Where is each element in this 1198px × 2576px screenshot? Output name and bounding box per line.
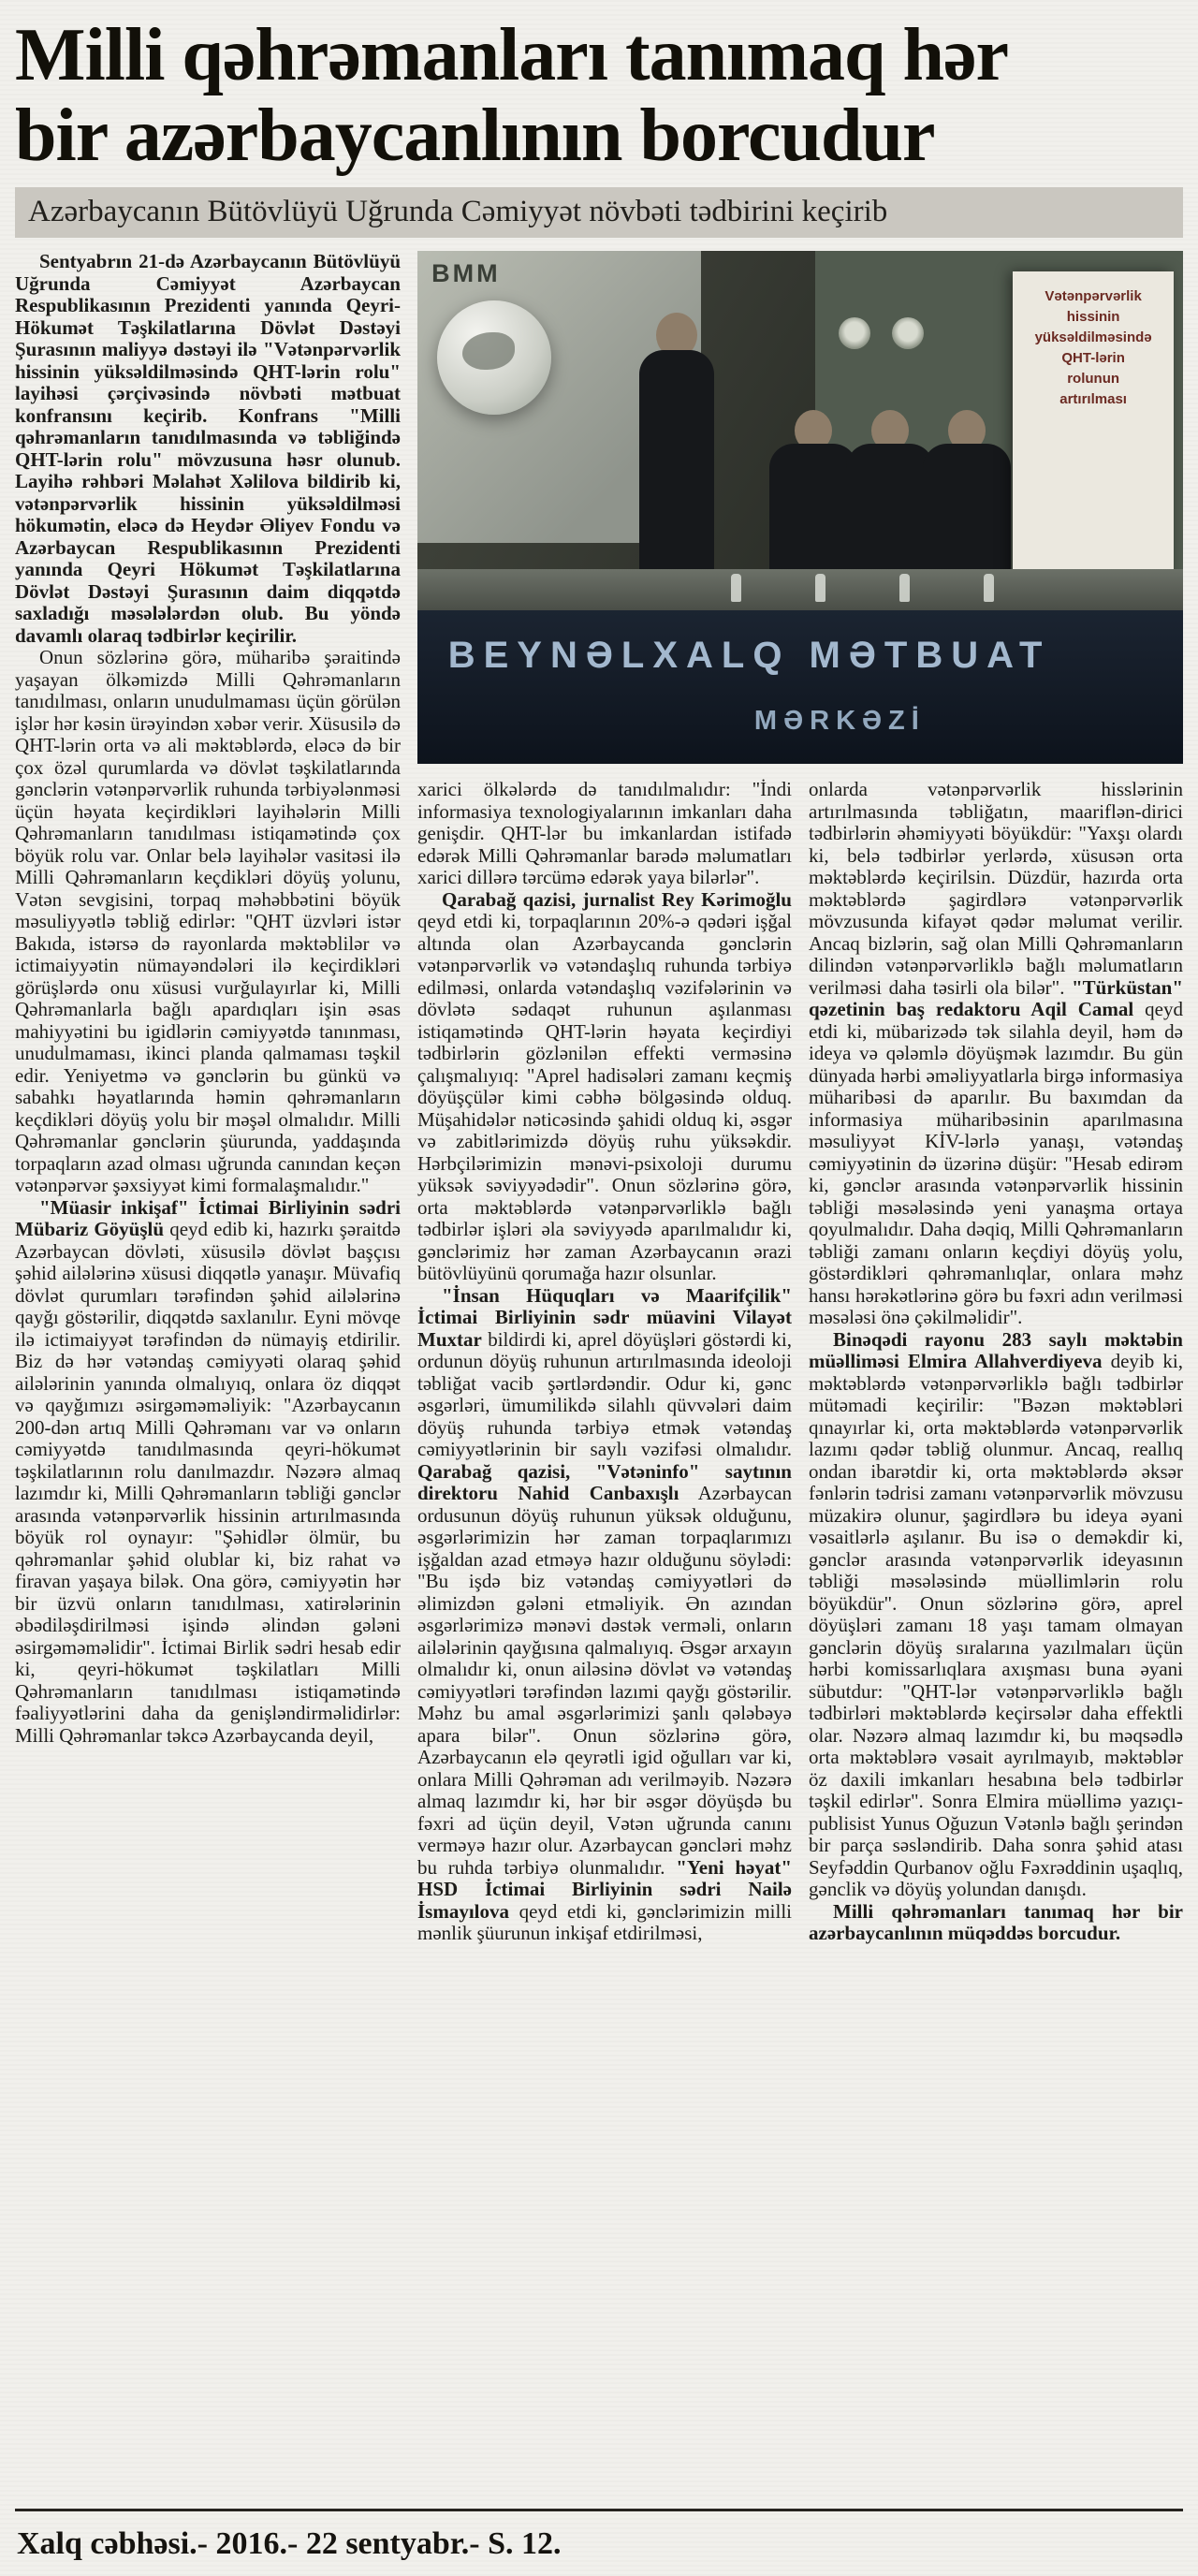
article-paragraph: Onun sözlərinə görə, müharibə şəraitində yaşayan ölkəmizdə Milli Qəhrəmanların tanıdılması, onların unudulmaması üçün görülən işlər hər kəsin ürəyindən xəbər verir. Xüsusilə də QHT-lərin orta və ali məktəblərdə, eləcə də bir çox özəl qurumlarda və dövlət təşkilatlarında gənclərin vətənpərvərlik ruhunda tərbiyələnməsi üçün həyata keçirdikləri layihələrin Milli Qəhrəmanların tanıdılması istiqamətində çox böyük rolu var. Onlar belə layihələr vasitəsi ilə Milli Qəhrəmanların keçdikləri döyüş yolunu, Vətən sevgisini, torpaq məhəbbətini böyük məsuliyyətlə təbliğ edirlər: "QHT üzvləri istər Bakıda, istərsə də rayonlarda məktəblilər və ictimaiyyətin nümayəndələri ilə keçirdikləri görüşlərdə onu xüsusi vurğulayırlar ki, Milli Qəhrəmanlarla bağlı apardıqları işin əsas mahiyyətini bu igidlərin cəmiyyətdə tanınması, unudulmaması, ikinci planda qalmaması təşkil edir. Yeniyetmə və gənclərin bu günkü və sabahkı həyatlarında həmin qəhrəmanların keçdikləri döyüş yolu bir məşəl olmalıdır. Milli Qəhrəmanlar gənclərin şüurunda, yaddaşında torpaqların azad olması uğrunda canından keçən vətənpərvər şəxsiyyət kimi formalaşmalıdır." [15,646,401,1196]
banner-text-line: artırılması [1059,390,1127,407]
article-paragraph: "Müasir inkişaf" İctimai Birliyinin sədri Mübariz Göyüşlü qeyd edib ki, hazırkı şəraitdə Azərbaycan dövləti, xüsusilə dövlət başçısı şəhid ailələrinə xüsusi diqqətlə yanaşır. Müvafiq dövlət qurumları tərəfindən şəhid ailələrinə qayğı göstərilir, diqqətdə saxlanılır. Eyni mövqe ilə ictimaiyyət tərəfindən də nümayiş etdirilir. Biz də hər vətəndaş cəmiyyəti olaraq şəhid ailələrinin yanında olmalıyıq, onlara öz diqqət və qayğımızı əsirgəməməliyik: "Azərbaycanın 200-dən artıq Milli Qəhrəmanı var və onların cəmiyyətdə tanıdılmasında qeyri-hökumət təşkilatlarının rolu danılmazdır. Nəzərə almaq lazımdır ki, Milli Qəhrəmanların təbliği gənclər arasında vətənpərvərlik hissinin artırılmasında böyük rol oynayır: "Şəhidlər ölmür, bu qəhrəmanlar şəhid olublar ki, biz rahat və firavan yaşaya bilək. Ona görə, cəmiyyətin hər bir üzvü onların tanıdılması, xatirələrinin əbədiləşdirilməsi işində əlindən gələni əsirgəməməlidir". İctimai Birlik sədri hesab edir ki, qeyri-hökumət təşkilatları Milli Qəhrəmanların tanıdılması istiqamətində fəaliyyətlərini daha da genişləndirməlidirlər: Milli Qəhrəmanlar təkcə Azərbaycanda deyil, [15,1195,401,1747]
article-headline [15,15,1183,176]
water-bottle [984,574,994,602]
person-torso [923,444,1011,571]
person-torso [846,444,934,571]
source-citation: Xalq cəbhəsi.- 2016.- 22 sentyabr.- S. 12. [15,2509,1183,2562]
rollup-banner-text [1013,286,1174,410]
headline-line-1: Milli qəhrəmanları tanımaq hər [15,15,1009,95]
person-torso [639,350,714,603]
seated-person-silhouette [923,410,1011,571]
globe-continent-shape [462,332,515,370]
article-paragraph: onlarda vətənpərvərlik hisslərinin artırılmasında təbliğatın, maariflən-dirici tədbirlərin əhəmiyyəti böyükdür: "Yaxşı olardı ki, belə tədbirlər yerlərdə, xüsusən orta məktəblərdə keçirilsin. Düzdür, hazırda orta məktəblərdə şagirdlərə vətənpərvərlik mövzusunda kifayət qədər məlumat verilir. Ancaq bizlərin, sağ olan Milli Qəhrəmanların dilindən vətənpərvərliklə bağlı məlumatların verilməsi daha təsirli ola bilər". "Türküstan" qəzetinin baş redaktoru Aqil Camal qeyd etdi ki, mübarizədə tək silahla deyil, həm də ideya və qələmlə döyüşmək lazımdır. Bu gün dünyada hərbi əməliyyatlarla birgə informasiya müharibəsi də aparılır. Bu baxımdan da informasiya müharibəsinin aparılmasına məsuliyyət KİV-lərlə yanaşı, vətəndaş cəmiyyətinin də üzərinə düşür: "Hesab edirəm ki, gənclər arasında vətənpərvərlik hissinin təbliği məsələsində yeni yanaşma ortaya qoyulmalıdır. Daha dəqiq, Milli Qəhrəmanların təbliği zamanı onların keçdiyi döyüş yolu, göstərdikləri qəhrəmanlıqlar, onlara məhz hansı hərəkətlərinə görə bu fəxri adın verilməsi məsələsi önə çəkilməlidir". [809,779,1183,1328]
banner-text-line: hissinin [1066,308,1120,325]
water-bottle [731,574,741,602]
press-center-banner-text-2: MƏRKƏZİ [753,705,926,736]
article-paragraph: Qarabağ qazisi, jurnalist Rey Kərimoğlu qeyd etdi ki, torpaqlarının 20%-ə qədəri işğal altında olan Azərbaycanda gənclərin vətənpərvərlik və vətəndaşlıq ruhunda tərbiyə edilməsi, onlarda vətəndaşlıq vəzifələrinin və dövlətə sədaqət ruhunun aşılanması istiqamətində QHT-lərin həyata keçirdiyi tədbirlərin gözlənilən effekti verməsinə çalışmalıyıq: "Aprel hadisələri zamanı keçmiş döyüşçülər kimi cəbhə bölgəsində olduq. Müşahidələr nəticəsində şahidi olduq ki, əsgər və zabitlərimizdə döyüş ruhu yüksəkdir. Hərbçilərimizin mənəvi-psixoloji durumu yüksək səviyyədədir". Onun sözlərinə görə, orta məktəblərdə vətənpərvərliklə bağlı tədbirlər işləri əla səviyyədə aparılmalıdır ki, gənclərimiz hər zaman Azərbaycanın ərazi bütövlüyünü qorumağa hazır olsunlar. [417,887,792,1284]
standing-person-silhouette [639,313,714,603]
banner-text-line: Vətənpərvərlik [1045,287,1142,304]
press-conference-photo [417,251,1183,764]
text-column-2 [417,779,792,2497]
person-torso [769,444,857,571]
conference-table-top [417,569,1183,610]
article-paragraph: Binəqədi rayonu 283 saylı məktəbin müəlliməsi Elmira Allahverdiyeva deyib ki, məktəblərdə vətənpərvərliklə bağlı tədbirlər mütəmadi keçirilir: "Bəzən məktəbləri qınayırlar ki, orta məktəblərdə vətənpərvərlik lazımı qədər təbliğ olunmur. Ancaq, reallıq ondan ibarətdir ki, orta məktəblərdə əksər fənlərin tədrisi zamanı vətənpərvərlik mövzusu müzakirə olunur, şagirdlərə bu ideya əyani vəsaitlərlə aşılanır. Bu isə o deməkdir ki, gənclər arasında vətənpərvərlik ideyasının təbliği məsələsində müəllimlərin rolu böyükdür". Onun sözlərinə görə, aprel döyüşləri zamanı 18 yaşı tamam olmayan gənclərin döyüş sıralarına yazılmaları üçün hərbi komissarlıqlara axışması buna əyani sübutdur: "QHT-lər vətənpərvərliklə bağlı tədbirləri məktəblərdə keçirsələr daha effektli olar. Nəzərə almaq lazımdır ki, bu məqsədlə orta məktəblərə vəsait ayrılmayıb, məktəblər öz daxili imkanları hesabına belə tədbirlər təşkil edirlər". Sonra Elmira müəllimə yazıçı-publisist Yunus Oğuzun Vətənlə bağlı şerindən bir parça səsləndirib. Daha sonra şəhid atası Seyfəddin Qurbanov oğlu Fəxrəddinin uşaqlıq, gənclik və döyüş yolundan danışdı. [809,1327,1183,1900]
article-subheadline: Azərbaycanın Bütövlüyü Uğrunda Cəmiyyət növbəti tədbirini keçirib [15,187,1183,238]
article-paragraph: Milli qəhrəmanları tanımaq hər bir azərbaycanlının müqəddəs borcudur. [809,1899,1183,1944]
conference-table-front [417,610,1183,764]
press-center-logo-text: BMM [431,259,501,288]
article-body [15,251,1183,2497]
press-center-banner-text: BEYNƏLXALQ MƏTBUAT [447,634,1051,676]
article-header [15,15,1183,238]
water-bottle [899,574,910,602]
headline-line-2: bir azərbaycanlının borcudur [15,95,935,176]
article-right-area [417,251,1183,2497]
text-column-1 [15,251,401,2497]
text-column-3 [809,779,1183,2497]
article-paragraph: Sentyabrın 21-də Azərbaycanın Bütövlüyü Uğrunda Cəmiyyət Azərbaycan Respublikasının Prezidenti yanında Qeyri-Hökumət Təşkilatlarına Dövlət Dəstəyi Şurasının maliyyə dəstəyi ilə "Vətənpərvərlik hissinin yüksəldilməsində QHT-lərin rolu" layihəsi çərçivəsində növbəti mətbuat konfransını keçirib. Konfrans "Milli qəhrəmanların tanıdılmasında və təbliğində QHT-lərin rolu" mövzusuna həsr olunub. Layihə rəhbəri Məlahət Xəlilova bildirib ki, vətənpərvərlik hissinin yüksəldilməsi hökumətin, eləcə də Heydər Əliyev Fondu və Azərbaycan Respublikasının Prezidenti yanında Qeyri Hökumət Təşkilatlarına Dövlət Dəstəyi Şurasının daim diqqətdə saxladığı məsələlərdən olub. Bu yöndə davamlı olaraq tədbirlər keçirilir. [15,251,401,647]
article-paragraph: xarici ölkələrdə də tanıdılmalıdır: "İndi informasiya texnologiyalarının imkanları daha genişdir. QHT-lər bu imkanlardan istifadə edərək Milli Qəhrəmanlar barədə məlumatları xarici dillərə tərcümə edərək yaya bilərlər". [417,779,792,888]
banner-text-line: QHT-lərin [1061,349,1125,366]
banner-text-line: yüksəldilməsində [1034,329,1152,345]
globe-logo-icon [437,300,551,415]
emblem-icon [839,317,870,349]
lower-columns [417,779,1183,2497]
seated-person-silhouette [846,410,934,571]
banner-text-line: rolunun [1067,370,1120,387]
water-bottle [815,574,825,602]
article-paragraph: "İnsan Hüquqları və Maarifçilik" İctimai Birliyinin sədr müavini Vilayət Muxtar bildirdi ki, aprel döyüşləri göstərdi ki, ordunun döyüş ruhunun artırılmasında ideoloji təbliğat vacib şərtlərdəndir. Odur ki, gənc əsgərləri, ümumilikdə silahlı qüvvələri daim döyüş ruhunda tərbiyə etmək vətəndaş cəmiyyətlərinin bir saylı vəzifəsi olmalıdır. Qarabağ qazisi, "Vətəninfo" saytının direktoru Nahid Canbaxışlı Azərbaycan ordusunun döyüş ruhunun yüksək olduğunu, əsgərlərimizin hər zaman torpaqlarımızı işğaldan azad etməyə hazır olduğunu söylədi: "Bu işdə biz vətəndaş cəmiyyətləri də əlimizdən gələni etməliyik. Ən azından əsgərlərimizə mənəvi dəstək verməli, onların ailələrinin qayğısına qalmalıyıq. Əsgər arxayın olmalıdır ki, onun ailəsinə dövlət və vətəndaş cəmiyyətləri tərəfindən lazımi qayğı göstərilir. Məhz bu amal əsgərlərimizi şanlı qələbəyə apara bilər". Onun sözlərinə görə, Azərbaycanın elə qeyrətli igid oğulları var ki, onlara Milli Qəhrəman adı verilməyib. Nəzərə almaq lazımdır ki, hər bir əsgər döyüşdə bu fəxri ad üçün deyil, Vətən uğrunda canını verməyə hazır olur. Azərbaycan gəncləri məhz bu ruhda tərbiyə olunmalıdır. "Yeni həyat" HSD İctimai Birliyinin sədri Nailə İsmayılova qeyd etdi ki, gənclərimizin milli mənlik şüurunun inkişaf etdirilməsi, [417,1283,792,1944]
seated-person-silhouette [769,410,857,571]
